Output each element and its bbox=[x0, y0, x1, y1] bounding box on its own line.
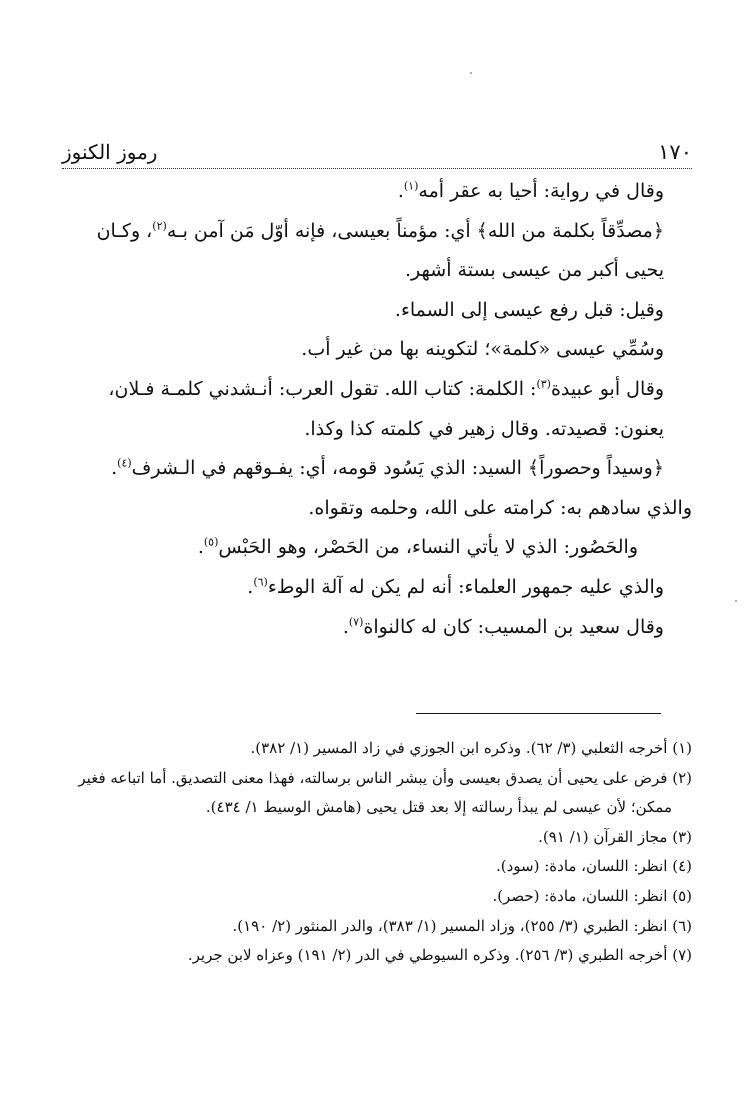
footnote: (٥) انظر: اللسان، مادة: (حصر). bbox=[492, 886, 692, 905]
footnotes bbox=[62, 734, 692, 971]
footnote-ref: (٢) bbox=[152, 219, 167, 233]
footnote-ref: (٣) bbox=[536, 377, 551, 391]
paragraph bbox=[62, 528, 692, 568]
paragraph bbox=[62, 291, 692, 331]
footnote: (٢) فرض على يحيى أن يصدق بعيسى وأن يبشر الناس برسالته، فهذا معنى التصديق. أما اتباعه فغير bbox=[78, 768, 692, 787]
page-header bbox=[62, 138, 692, 169]
footnote-ref: (٥) bbox=[203, 536, 219, 550]
paragraph bbox=[62, 568, 692, 608]
text-line: والحَصُور: الذي لا يأتي النساء، من الحَصْر، وهو الحَبْس bbox=[218, 536, 638, 559]
paragraph bbox=[62, 449, 692, 489]
text-line: . bbox=[342, 615, 349, 638]
running-title: رموز الكنوز bbox=[62, 140, 158, 164]
paragraph bbox=[62, 370, 692, 449]
paragraph bbox=[62, 489, 692, 529]
footnote: (٣) مجاز القرآن (١/ ٩١). bbox=[538, 827, 692, 846]
page-number: ١٧٠ bbox=[658, 140, 692, 164]
footnote-ref: (٧) bbox=[348, 615, 364, 629]
text-line: . bbox=[197, 536, 204, 559]
footnote-continuation: ممكن؛ لأن عيسى لم يبدأ رسالته إلا بعد قتل يحيى (هامش الوسيط ١/ ٤٣٤). bbox=[205, 798, 672, 817]
text-line: وقال سعيد بن المسيب: كان له كالنواة bbox=[363, 615, 664, 638]
text-line: ﴿وسيداً وحصوراً﴾ السيد: الذي يَسُود قومه، أي: يفـوقهم في الـشرف bbox=[131, 457, 664, 480]
scan-speck bbox=[735, 600, 737, 602]
text-line: وسُمِّي عيسى «كلمة»؛ لتكوينه بها من غير أب. bbox=[301, 338, 664, 361]
paragraph bbox=[62, 330, 692, 370]
footnote-ref: (١) bbox=[403, 179, 419, 193]
footnote: (٧) أخرجه الطبري (٣/ ٢٥٦). وذكره السيوطي في الدر (٢/ ١٩١) وعزاه لابن جرير. bbox=[187, 946, 692, 965]
text-line: : الكلمة: كتاب الله. تقول العرب: أنـشدني كلمـة فـلان، bbox=[108, 377, 537, 400]
text-line: وقال في رواية: أحيا به عقر أمه bbox=[418, 180, 664, 202]
text-line: والذي سادهم به: كرامته على الله، وحلمه وتقواه. bbox=[308, 496, 692, 519]
footnote-separator bbox=[416, 713, 661, 714]
text-line: . bbox=[111, 457, 118, 480]
text-line: والذي عليه جمهور العلماء: أنه لم يكن له آلة الوطء bbox=[267, 575, 664, 598]
text-line: يعنون: قصيدته. وقال زهير في كلمته كذا وكذا. bbox=[304, 417, 664, 440]
footnote-ref: (٤) bbox=[117, 456, 132, 470]
paragraph bbox=[62, 212, 692, 291]
paragraph: وقال في رواية: أحيا به عقر أمه$^{(١)}$. bbox=[397, 179, 664, 202]
footnote: (٤) انظر: اللسان، مادة: (سود). bbox=[495, 857, 692, 876]
footnote: (٦) انظر: الطبري (٣/ ٢٥٥)، وزاد المسير (١/ ٣٨٣)، والدر المنثور (٢/ ١٩٠). bbox=[232, 916, 692, 935]
text-line: يحيى أكبر من عيسى بستة أشهر. bbox=[405, 259, 664, 282]
paragraph bbox=[62, 608, 692, 648]
scan-speck bbox=[470, 72, 472, 74]
text-line: ﴿مصدِّقاً بكلمة من الله﴾ أي: مؤمناً بعيسى، فإنه أوّل مَن آمن بـه bbox=[166, 219, 664, 242]
text-line: . bbox=[247, 575, 254, 598]
text-line: وقال أبو عبيدة bbox=[550, 377, 664, 400]
footnote-ref: (٦) bbox=[253, 575, 268, 589]
footnote: (١) أخرجه الثعلبي (٣/ ٦٢). وذكره ابن الجوزي في زاد المسير (١/ ٣٨٢). bbox=[250, 739, 692, 757]
text-line: ، وكـان bbox=[96, 219, 153, 242]
text-line: وقيل: قبل رفع عيسى إلى السماء. bbox=[394, 298, 664, 321]
body-text bbox=[62, 172, 692, 647]
